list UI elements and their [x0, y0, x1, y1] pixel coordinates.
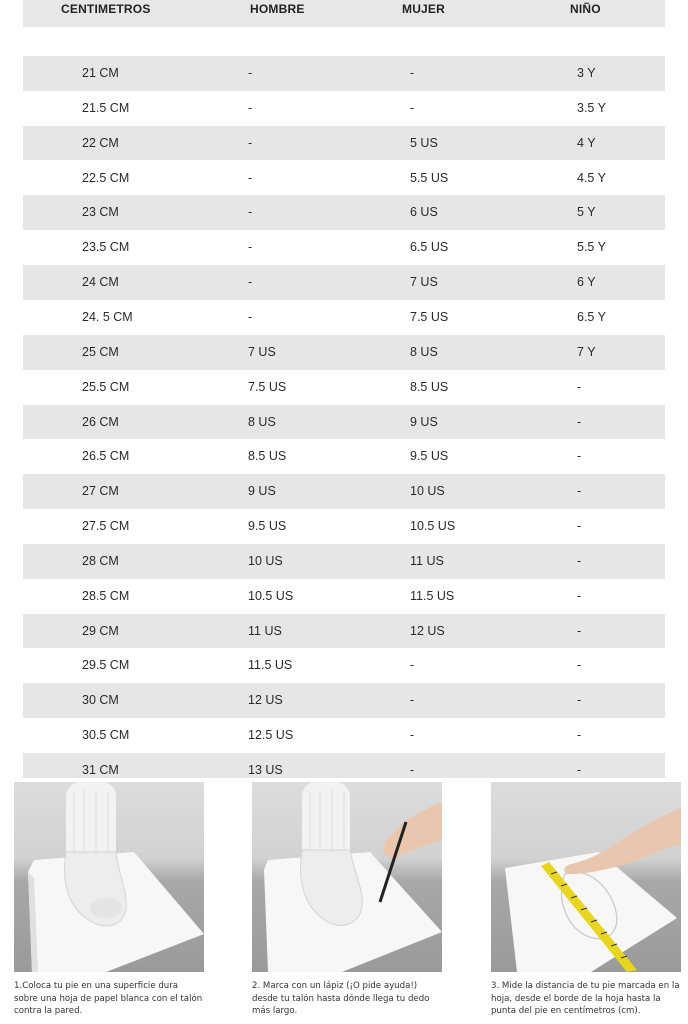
- cell-centimetros: 29 CM: [82, 623, 119, 638]
- table-row: [23, 544, 665, 579]
- cell-nino: -: [577, 588, 582, 603]
- cell-centimetros: 23 CM: [82, 205, 119, 220]
- cell-hombre: 12 US: [248, 693, 283, 708]
- cell-mujer: 9 US: [410, 414, 438, 429]
- cell-nino: -: [577, 379, 582, 394]
- step-1-caption: 1.Coloca tu pie en una superficie dura sobre una hoja de papel blanca con el talón contra la pared.: [14, 981, 203, 1016]
- cell-hombre: -: [248, 275, 253, 290]
- cell-nino: -: [577, 658, 582, 673]
- cell-hombre: -: [248, 66, 253, 80]
- cell-hombre: -: [248, 240, 253, 255]
- table-row: [23, 405, 665, 440]
- cell-mujer: 11 US: [410, 553, 444, 568]
- table-row: [23, 509, 665, 544]
- cell-centimetros: 22.5 CM: [82, 170, 130, 185]
- cell-hombre: -: [248, 170, 253, 185]
- cell-hombre: 8 US: [248, 414, 276, 429]
- cell-mujer: 7.5 US: [410, 309, 449, 324]
- header-spacer: [23, 27, 665, 55]
- table-row: [23, 265, 665, 300]
- table-row: [23, 614, 665, 649]
- cell-mujer: -: [410, 693, 415, 708]
- cell-centimetros: 26 CM: [82, 414, 119, 429]
- table-row: [23, 91, 665, 126]
- cell-mujer: 7 US: [410, 275, 438, 290]
- cell-centimetros: 30 CM: [82, 693, 119, 708]
- cell-hombre: 7.5 US: [248, 379, 287, 394]
- cell-mujer: 6 US: [410, 205, 438, 220]
- table-row: [23, 474, 665, 509]
- header-hombre: HOMBRE: [250, 2, 305, 16]
- table-row: [23, 579, 665, 614]
- measuring-tape-illustration: [491, 782, 681, 972]
- cell-centimetros: 24. 5 CM: [82, 309, 133, 324]
- cell-centimetros: 25 CM: [82, 344, 119, 359]
- step-1-photo: [14, 782, 204, 972]
- cell-hombre: -: [248, 309, 253, 324]
- cell-hombre: 10.5 US: [248, 588, 294, 603]
- cell-centimetros: 27 CM: [82, 484, 119, 499]
- cell-mujer: 10 US: [410, 484, 445, 499]
- cell-mujer: -: [410, 728, 415, 743]
- cell-mujer: 10.5 US: [410, 519, 456, 534]
- cell-centimetros: 28 CM: [82, 553, 119, 568]
- cell-centimetros: 27.5 CM: [82, 519, 130, 534]
- cell-nino: 5 Y: [577, 205, 596, 220]
- cell-hombre: 9 US: [248, 484, 276, 499]
- step-3-photo: [491, 782, 681, 972]
- step-2: [252, 782, 442, 1018]
- table-row: [23, 335, 665, 370]
- cell-nino: 5.5 Y: [577, 240, 606, 255]
- cell-mujer: 8 US: [410, 344, 438, 359]
- cell-hombre: 8.5 US: [248, 449, 287, 464]
- step-3: [491, 782, 681, 1018]
- header-nino: NIÑO: [570, 2, 601, 16]
- cell-nino: 4.5 Y: [577, 170, 606, 185]
- cell-centimetros: 21.5 CM: [82, 100, 130, 115]
- cell-nino: 4 Y: [577, 135, 596, 150]
- step-2-caption: 2. Marca con un lápiz (¡O pide ayuda!) desde tu talón hasta dónde llega tu dedo más largo.: [252, 981, 430, 1016]
- measure-steps: [0, 782, 688, 1024]
- cell-nino: -: [577, 763, 582, 777]
- cell-mujer: 6.5 US: [410, 240, 449, 255]
- cell-nino: -: [577, 484, 582, 499]
- cell-mujer: -: [410, 763, 415, 777]
- table-row: [23, 370, 665, 405]
- cell-nino: 6.5 Y: [577, 309, 606, 324]
- table-row: [23, 753, 665, 778]
- cell-centimetros: 22 CM: [82, 135, 119, 150]
- foot-and-pencil-illustration: [252, 782, 442, 972]
- cell-hombre: 9.5 US: [248, 519, 287, 534]
- cell-nino: -: [577, 519, 582, 534]
- cell-mujer: 9.5 US: [410, 449, 449, 464]
- cell-centimetros: 30.5 CM: [82, 728, 130, 743]
- cell-mujer: -: [410, 100, 415, 115]
- step-1: [14, 782, 204, 1018]
- table-row: [23, 56, 665, 91]
- table-row: [23, 195, 665, 230]
- cell-centimetros: 21 CM: [82, 66, 119, 80]
- cell-nino: -: [577, 553, 582, 568]
- cell-nino: 7 Y: [577, 344, 596, 359]
- cell-mujer: 11.5 US: [410, 588, 455, 603]
- cell-nino: 6 Y: [577, 275, 596, 290]
- cell-mujer: 8.5 US: [410, 379, 449, 394]
- foot-on-paper-illustration: [14, 782, 204, 972]
- size-table: [23, 0, 665, 778]
- cell-centimetros: 24 CM: [82, 275, 119, 290]
- header-centimetros: CENTIMETROS: [61, 2, 151, 16]
- cell-mujer: -: [410, 658, 415, 673]
- cell-nino: 3.5 Y: [577, 100, 606, 115]
- table-row: [23, 439, 665, 474]
- cell-nino: 3 Y: [577, 66, 596, 80]
- size-table-header: [23, 0, 665, 27]
- cell-hombre: 7 US: [248, 344, 276, 359]
- cell-hombre: -: [248, 100, 253, 115]
- step-3-caption: 3. Mide la distancia de tu pie marcada en la hoja, desde el borde de la hoja hasta la punta del pie en centímetros (cm).: [491, 981, 680, 1016]
- cell-centimetros: 26.5 CM: [82, 449, 130, 464]
- cell-hombre: 10 US: [248, 553, 283, 568]
- cell-centimetros: 29.5 CM: [82, 658, 130, 673]
- cell-mujer: 5 US: [410, 135, 438, 150]
- cell-centimetros: 25.5 CM: [82, 379, 130, 394]
- cell-nino: -: [577, 693, 582, 708]
- table-row: [23, 126, 665, 161]
- cell-hombre: -: [248, 205, 253, 220]
- cell-hombre: 12.5 US: [248, 728, 294, 743]
- cell-hombre: -: [248, 135, 253, 150]
- cell-centimetros: 23.5 CM: [82, 240, 130, 255]
- cell-centimetros: 28.5 CM: [82, 588, 130, 603]
- cell-hombre: 11 US: [248, 623, 282, 638]
- table-row: [23, 300, 665, 335]
- cell-nino: -: [577, 414, 582, 429]
- table-row: [23, 230, 665, 265]
- cell-centimetros: 31 CM: [82, 763, 119, 777]
- step-2-photo: [252, 782, 442, 972]
- header-mujer: MUJER: [402, 2, 446, 16]
- cell-nino: -: [577, 623, 582, 638]
- table-row: [23, 718, 665, 753]
- cell-mujer: 12 US: [410, 623, 445, 638]
- cell-hombre: 13 US: [248, 763, 283, 777]
- table-row: [23, 161, 665, 196]
- table-row: [23, 648, 665, 683]
- cell-nino: -: [577, 449, 582, 464]
- cell-nino: -: [577, 728, 582, 743]
- cell-mujer: 5.5 US: [410, 170, 449, 185]
- table-row: [23, 683, 665, 718]
- cell-hombre: 11.5 US: [248, 658, 293, 673]
- cell-mujer: -: [410, 66, 415, 80]
